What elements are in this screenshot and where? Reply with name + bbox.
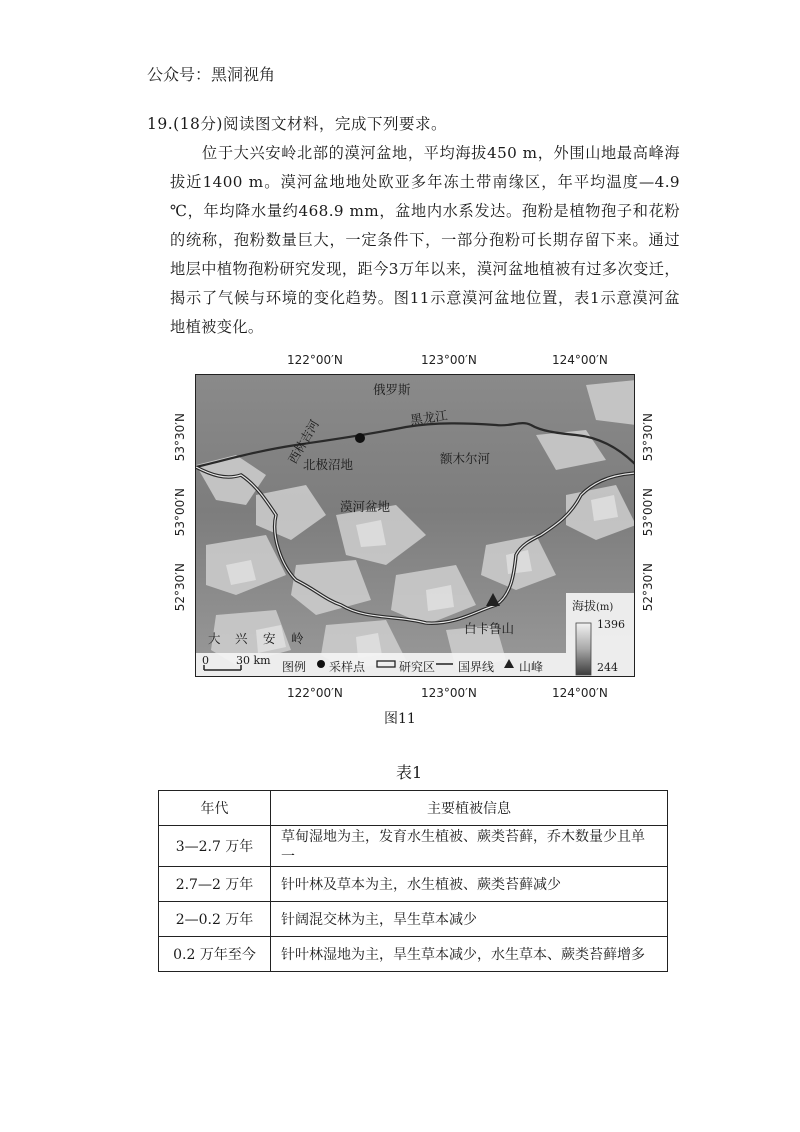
- label-an: 安: [263, 631, 276, 646]
- elevation-ramp: [576, 623, 591, 675]
- label-mohe-basin: 漠河盆地: [340, 499, 391, 514]
- legend-sample: 采样点: [329, 660, 366, 674]
- table-row: [159, 937, 668, 972]
- table-title: 表1: [396, 763, 423, 782]
- map-figure: [195, 374, 635, 677]
- elevation-title-text: 海拔: [572, 599, 597, 613]
- row-era: 0.2 万年至今: [159, 937, 271, 972]
- right-lat-1: 53°30′N: [641, 413, 655, 462]
- source-tag: 公众号：黑洞视角: [147, 65, 276, 84]
- table-row: [159, 902, 668, 937]
- figure-caption: 图11: [384, 711, 416, 727]
- top-lon-2: 123°00′N: [421, 353, 477, 367]
- elevation-max: 1396: [597, 618, 625, 631]
- bottom-lon-2: 123°00′N: [421, 686, 477, 700]
- top-lon-3: 124°00′N: [552, 353, 608, 367]
- legend-study: 研究区: [399, 660, 436, 674]
- right-lat-2: 53°00′N: [641, 488, 655, 537]
- bottom-lon-1: 122°00′N: [287, 686, 343, 700]
- scale-zero: 0: [202, 654, 209, 667]
- label-da: 大: [208, 631, 221, 646]
- table-header-row: [159, 791, 668, 826]
- legend-sample-symbol: [317, 660, 325, 668]
- left-lat-1: 53°30′N: [173, 413, 187, 462]
- row-vegetation: 针叶林及草本为主，水生植被、蕨类苔藓减少: [271, 867, 668, 902]
- label-beiji: 北极沼地: [303, 457, 354, 472]
- label-heilongjiang: 黑龙江: [409, 407, 449, 428]
- left-lat-2: 53°00′N: [173, 488, 187, 537]
- legend-peak: 山峰: [519, 660, 544, 674]
- label-baikalu: 白卡鲁山: [464, 621, 515, 636]
- header-vegetation: 主要植被信息: [271, 791, 668, 826]
- label-ergune: 额木尔河: [440, 451, 491, 466]
- row-era: 2—0.2 万年: [159, 902, 271, 937]
- row-vegetation: 针阔混交林为主，旱生草本减少: [271, 902, 668, 937]
- label-ling: 岭: [291, 631, 304, 646]
- table-row: [159, 867, 668, 902]
- header-era: 年代: [159, 791, 271, 826]
- sample-point: [355, 433, 365, 443]
- vegetation-table: [158, 790, 668, 972]
- left-lat-3: 52°30′N: [173, 563, 187, 612]
- question-paragraph: 位于大兴安岭北部的漠河盆地，平均海拔450 m，外围山地最高峰海拔近1400 m。漠河盆地地处欧亚多年冻土带南缘区，年平均温度—4.9 ℃，年均降水量约468.9 mm，盆地内水系发达。孢粉是植物孢子和花粉的统称，孢粉数量巨大，一定条件下，一部分孢粉可长期存留下来。通过地层中植物孢粉研究发现，距今3万年以来，漠河盆地植被有过多次变迁，揭示了气候与环境的变化趋势。图11示意漠河盆地位置，表1示意漠河盆地植被变化。: [170, 144, 680, 336]
- elevation-title: [572, 597, 613, 614]
- label-russia: 俄罗斯: [373, 382, 411, 397]
- scale-dist: 30 km: [236, 654, 271, 667]
- label-xilinji: 西林吉河: [285, 417, 322, 466]
- bottom-lon-3: 124°00′N: [552, 686, 608, 700]
- elevation-unit: (m): [596, 602, 614, 613]
- row-vegetation: 针叶林湿地为主，旱生草本减少，水生草本、蕨类苔藓增多: [271, 937, 668, 972]
- table-row: [159, 826, 668, 867]
- legend-border: 国界线: [458, 660, 495, 674]
- right-lat-3: 52°30′N: [641, 563, 655, 612]
- question-title: 19.(18分)阅读图文材料，完成下列要求。: [147, 115, 447, 133]
- label-xing: 兴: [235, 631, 248, 646]
- row-era: 2.7—2 万年: [159, 867, 271, 902]
- elevation-min: 244: [597, 661, 618, 674]
- top-lon-1: 122°00′N: [287, 353, 343, 367]
- row-vegetation: 草甸湿地为主，发育水生植被、蕨类苔藓，乔木数量少且单一: [271, 826, 668, 867]
- legend-title: 图例: [282, 660, 307, 674]
- row-era: 3—2.7 万年: [159, 826, 271, 867]
